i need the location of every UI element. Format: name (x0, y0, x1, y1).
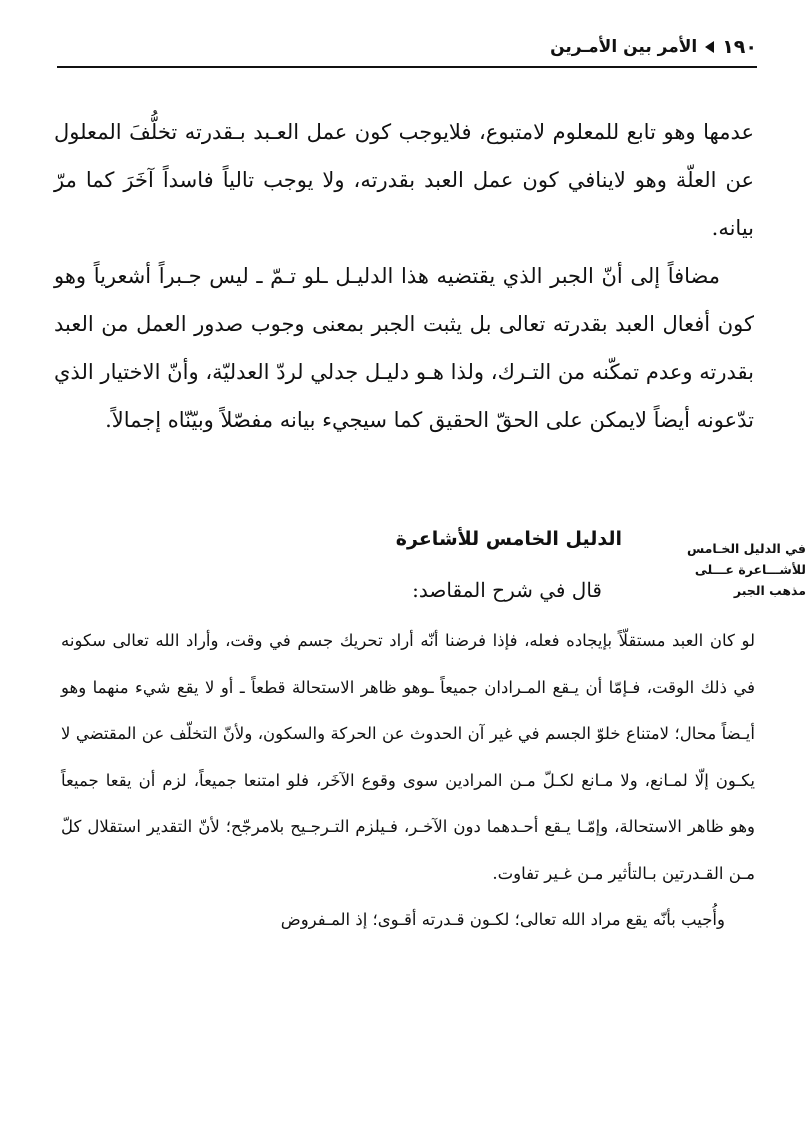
margin-note-line: للأشـــاعرة عـــلى (694, 562, 806, 577)
margin-note-line: في الدليل الخـامس (686, 541, 806, 556)
running-header (550, 30, 757, 64)
paragraph: مضافاً إلى أنّ الجبر الذي يقتضيه هذا الدليـل ـلو تـمّ ـ ليس جـبراً أشعرياً وهو كون أفعال العبد بقدرته تعالى بل يثبت الجبر بمعنى وجوب صدور العمل من العبد بقدرته وعدم تمكّنه من التـرك، ولذا هـو دليـل جدلي لردّ العدليّة، وأنّ الاختيار الذي تدّعونه أيضاً لايمكن على الحقّ الحقيق كما سيجيء بيانه مفصّلاً وبيّنّاه إجمالاً. (54, 264, 754, 432)
margin-note-line: مذهب الجبر (733, 583, 806, 598)
header-rule (57, 66, 757, 68)
margin-note (658, 538, 806, 601)
quote-intro: قال في شرح المقاصد: (412, 578, 602, 602)
section-heading: الدليل الخامس للأشاعرة (395, 528, 622, 550)
quotation-block (61, 618, 755, 944)
quote-paragraph: لو كان العبد مستقلّاً بإيجاده فعله، فإذا فرضنا أنّه أراد تحريك جسم في وقت، وأراد الله تعالى سكونه في ذلك الوقت، فـإمّا أن يـقع المـرادان جميعاً ـوهو ظاهر الاستحالة قطعاً ـ أو لا يقع شيء منهما وهو أيـضاً محال؛ لامتناع خلوّ الجسم في غير آن الحدوث عن الحركة والسكون، ولأنّ التخلّف عن المقتضي لا يكـون إلّا لمـانع، ولا مـانع لكـلّ مـن المرادين سوى وقوع الآخَر، فلو امتنعا جميعاً، لزم أن يقعا جميعاً وهو ظاهر الاستحالة، وإمّـا يـقع أحـدهما دون الآخـر، فـيلزم التـرجـيح بلامرجّح؛ لأنّ التقدير استقلال كلّ مـن القـدرتين بـالتأثير مـن غـير تفاوت. (61, 631, 755, 883)
running-title: الأمر بين الأمـرين (550, 37, 698, 57)
main-body-text (54, 108, 754, 444)
page-number: ١٩٠ (722, 36, 757, 58)
quote-paragraph: وأُجيب بأنّه يقع مراد الله تعالى؛ لكـون قـدرته أقـوى؛ إذ المـفروض (280, 910, 725, 929)
paragraph: عدمها وهو تابع للمعلوم لامتبوع، فلايوجب كون عمل العـبد بـقدرته تخلُّفَ المعلول عن العلّة وهو لاينافي كون عمل العبد بقدرته، ولا يوجب تالياً فاسداً آخَرَ كما مرّ بيانه. (54, 120, 754, 240)
triangle-marker-icon (705, 41, 714, 53)
